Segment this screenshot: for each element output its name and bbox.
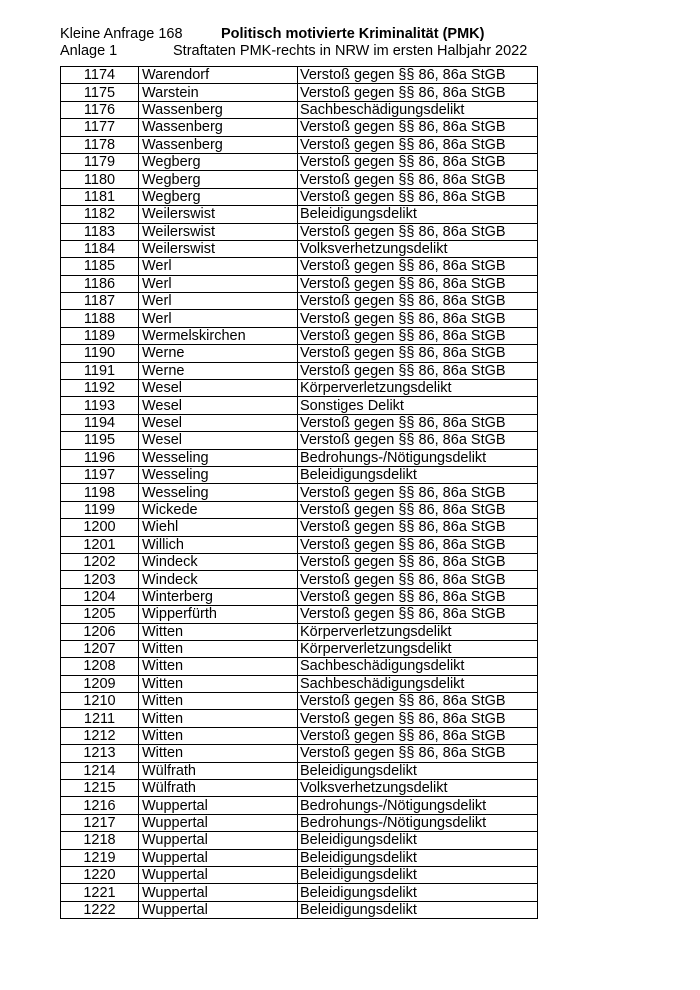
municipality-cell: Wuppertal bbox=[139, 884, 298, 901]
municipality-cell: Weilerswist bbox=[139, 206, 298, 223]
case-number-cell: 1178 bbox=[61, 136, 139, 153]
municipality-cell: Werl bbox=[139, 310, 298, 327]
municipality-cell: Wuppertal bbox=[139, 849, 298, 866]
municipality-cell: Wegberg bbox=[139, 188, 298, 205]
municipality-cell: Wesel bbox=[139, 414, 298, 431]
table-row bbox=[61, 136, 538, 153]
offense-type-cell: Verstoß gegen §§ 86, 86a StGB bbox=[298, 484, 538, 501]
municipality-cell: Witten bbox=[139, 710, 298, 727]
offense-type-cell: Bedrohungs-/Nötigungsdelikt bbox=[298, 449, 538, 466]
municipality-cell: Werne bbox=[139, 362, 298, 379]
offense-type-cell: Verstoß gegen §§ 86, 86a StGB bbox=[298, 293, 538, 310]
table-row bbox=[61, 362, 538, 379]
offense-type-cell: Bedrohungs-/Nötigungsdelikt bbox=[298, 814, 538, 831]
case-number-cell: 1201 bbox=[61, 536, 139, 553]
table-row bbox=[61, 832, 538, 849]
municipality-cell: Wesel bbox=[139, 432, 298, 449]
table-row bbox=[61, 223, 538, 240]
municipality-cell: Windeck bbox=[139, 571, 298, 588]
table-row bbox=[61, 310, 538, 327]
municipality-cell: Wuppertal bbox=[139, 866, 298, 883]
table-row bbox=[61, 762, 538, 779]
case-number-cell: 1215 bbox=[61, 780, 139, 797]
offense-type-cell: Beleidigungsdelikt bbox=[298, 832, 538, 849]
case-number-cell: 1202 bbox=[61, 553, 139, 570]
offense-type-cell: Beleidigungsdelikt bbox=[298, 466, 538, 483]
municipality-cell: Wegberg bbox=[139, 153, 298, 170]
municipality-cell: Witten bbox=[139, 727, 298, 744]
offense-type-cell: Verstoß gegen §§ 86, 86a StGB bbox=[298, 84, 538, 101]
offense-type-cell: Körperverletzungsdelikt bbox=[298, 623, 538, 640]
offense-type-cell: Beleidigungsdelikt bbox=[298, 901, 538, 918]
table-row bbox=[61, 501, 538, 518]
case-number-cell: 1222 bbox=[61, 901, 139, 918]
table-row bbox=[61, 119, 538, 136]
case-number-cell: 1203 bbox=[61, 571, 139, 588]
municipality-cell: Wesseling bbox=[139, 449, 298, 466]
table-row bbox=[61, 414, 538, 431]
offense-type-cell: Beleidigungsdelikt bbox=[298, 849, 538, 866]
case-number-cell: 1194 bbox=[61, 414, 139, 431]
municipality-cell: Wesel bbox=[139, 380, 298, 397]
municipality-cell: Wuppertal bbox=[139, 797, 298, 814]
municipality-cell: Wickede bbox=[139, 501, 298, 518]
case-number-cell: 1219 bbox=[61, 849, 139, 866]
municipality-cell: Wipperfürth bbox=[139, 606, 298, 623]
table-row bbox=[61, 519, 538, 536]
table-row bbox=[61, 588, 538, 605]
municipality-cell: Werne bbox=[139, 345, 298, 362]
case-number-cell: 1216 bbox=[61, 797, 139, 814]
document-title: Politisch motivierte Kriminalität (PMK) bbox=[221, 26, 485, 42]
municipality-cell: Werl bbox=[139, 275, 298, 292]
table-row bbox=[61, 571, 538, 588]
table-row bbox=[61, 397, 538, 414]
case-number-cell: 1214 bbox=[61, 762, 139, 779]
table-row bbox=[61, 693, 538, 710]
municipality-cell: Wuppertal bbox=[139, 901, 298, 918]
table-row bbox=[61, 345, 538, 362]
table-row bbox=[61, 710, 538, 727]
offense-type-cell: Verstoß gegen §§ 86, 86a StGB bbox=[298, 362, 538, 379]
case-number-cell: 1189 bbox=[61, 327, 139, 344]
document-subtitle: Straftaten PMK-rechts in NRW im ersten Halbjahr 2022 bbox=[173, 43, 528, 59]
table-row bbox=[61, 884, 538, 901]
case-number-cell: 1220 bbox=[61, 866, 139, 883]
offense-type-cell: Verstoß gegen §§ 86, 86a StGB bbox=[298, 119, 538, 136]
case-number-cell: 1200 bbox=[61, 519, 139, 536]
municipality-cell: Werl bbox=[139, 293, 298, 310]
table-row bbox=[61, 275, 538, 292]
offense-type-cell: Verstoß gegen §§ 86, 86a StGB bbox=[298, 327, 538, 344]
municipality-cell: Willich bbox=[139, 536, 298, 553]
municipality-cell: Witten bbox=[139, 640, 298, 657]
table-row bbox=[61, 153, 538, 170]
offense-type-cell: Volksverhetzungsdelikt bbox=[298, 780, 538, 797]
municipality-cell: Wuppertal bbox=[139, 832, 298, 849]
table-row bbox=[61, 293, 538, 310]
offense-type-cell: Beleidigungsdelikt bbox=[298, 884, 538, 901]
attachment-label: Anlage 1 bbox=[60, 43, 118, 59]
table-row bbox=[61, 67, 538, 84]
offense-type-cell: Verstoß gegen §§ 86, 86a StGB bbox=[298, 310, 538, 327]
case-number-cell: 1175 bbox=[61, 84, 139, 101]
case-number-cell: 1191 bbox=[61, 362, 139, 379]
municipality-cell: Witten bbox=[139, 745, 298, 762]
municipality-cell: Warendorf bbox=[139, 67, 298, 84]
table-row bbox=[61, 901, 538, 918]
table-row bbox=[61, 171, 538, 188]
municipality-cell: Witten bbox=[139, 658, 298, 675]
case-number-cell: 1197 bbox=[61, 466, 139, 483]
offense-type-cell: Verstoß gegen §§ 86, 86a StGB bbox=[298, 153, 538, 170]
case-number-cell: 1192 bbox=[61, 380, 139, 397]
municipality-cell: Witten bbox=[139, 693, 298, 710]
municipality-cell: Werl bbox=[139, 258, 298, 275]
offense-type-cell: Verstoß gegen §§ 86, 86a StGB bbox=[298, 67, 538, 84]
case-number-cell: 1183 bbox=[61, 223, 139, 240]
municipality-cell: Wermelskirchen bbox=[139, 327, 298, 344]
table-row bbox=[61, 780, 538, 797]
municipality-cell: Wesel bbox=[139, 397, 298, 414]
case-number-cell: 1177 bbox=[61, 119, 139, 136]
case-number-cell: 1198 bbox=[61, 484, 139, 501]
document-reference: Kleine Anfrage 168 bbox=[60, 26, 183, 42]
case-number-cell: 1209 bbox=[61, 675, 139, 692]
municipality-cell: Wiehl bbox=[139, 519, 298, 536]
offense-type-cell: Verstoß gegen §§ 86, 86a StGB bbox=[298, 553, 538, 570]
table-row bbox=[61, 658, 538, 675]
municipality-cell: Weilerswist bbox=[139, 240, 298, 257]
offense-type-cell: Verstoß gegen §§ 86, 86a StGB bbox=[298, 258, 538, 275]
offense-type-cell: Sachbeschädigungsdelikt bbox=[298, 675, 538, 692]
municipality-cell: Windeck bbox=[139, 553, 298, 570]
municipality-cell: Wülfrath bbox=[139, 780, 298, 797]
case-number-cell: 1210 bbox=[61, 693, 139, 710]
municipality-cell: Wülfrath bbox=[139, 762, 298, 779]
case-number-cell: 1196 bbox=[61, 449, 139, 466]
offense-type-cell: Verstoß gegen §§ 86, 86a StGB bbox=[298, 275, 538, 292]
case-number-cell: 1185 bbox=[61, 258, 139, 275]
offense-type-cell: Sachbeschädigungsdelikt bbox=[298, 101, 538, 118]
case-number-cell: 1199 bbox=[61, 501, 139, 518]
offense-type-cell: Verstoß gegen §§ 86, 86a StGB bbox=[298, 171, 538, 188]
offense-type-cell: Verstoß gegen §§ 86, 86a StGB bbox=[298, 727, 538, 744]
table-row bbox=[61, 188, 538, 205]
municipality-cell: Witten bbox=[139, 623, 298, 640]
offense-type-cell: Verstoß gegen §§ 86, 86a StGB bbox=[298, 519, 538, 536]
offense-type-cell: Körperverletzungsdelikt bbox=[298, 640, 538, 657]
case-number-cell: 1174 bbox=[61, 67, 139, 84]
municipality-cell: Wesseling bbox=[139, 466, 298, 483]
municipality-cell: Wassenberg bbox=[139, 119, 298, 136]
offense-type-cell: Bedrohungs-/Nötigungsdelikt bbox=[298, 797, 538, 814]
table-row bbox=[61, 745, 538, 762]
offense-type-cell: Beleidigungsdelikt bbox=[298, 866, 538, 883]
offense-type-cell: Sachbeschädigungsdelikt bbox=[298, 658, 538, 675]
table-row bbox=[61, 640, 538, 657]
case-number-cell: 1204 bbox=[61, 588, 139, 605]
case-number-cell: 1193 bbox=[61, 397, 139, 414]
page-header bbox=[60, 25, 540, 65]
offense-type-cell: Verstoß gegen §§ 86, 86a StGB bbox=[298, 432, 538, 449]
municipality-cell: Wegberg bbox=[139, 171, 298, 188]
case-number-cell: 1176 bbox=[61, 101, 139, 118]
table-row bbox=[61, 240, 538, 257]
offense-type-cell: Verstoß gegen §§ 86, 86a StGB bbox=[298, 345, 538, 362]
table-row bbox=[61, 101, 538, 118]
table-row bbox=[61, 797, 538, 814]
offense-type-cell: Verstoß gegen §§ 86, 86a StGB bbox=[298, 136, 538, 153]
municipality-cell: Wesseling bbox=[139, 484, 298, 501]
case-number-cell: 1213 bbox=[61, 745, 139, 762]
municipality-cell: Wassenberg bbox=[139, 136, 298, 153]
offense-type-cell: Verstoß gegen §§ 86, 86a StGB bbox=[298, 693, 538, 710]
case-number-cell: 1207 bbox=[61, 640, 139, 657]
offense-type-cell: Beleidigungsdelikt bbox=[298, 206, 538, 223]
offense-type-cell: Sonstiges Delikt bbox=[298, 397, 538, 414]
offense-table-body bbox=[61, 67, 538, 919]
table-row bbox=[61, 327, 538, 344]
table-row bbox=[61, 553, 538, 570]
offense-type-cell: Verstoß gegen §§ 86, 86a StGB bbox=[298, 223, 538, 240]
table-row bbox=[61, 466, 538, 483]
table-row bbox=[61, 258, 538, 275]
table-row bbox=[61, 432, 538, 449]
table-row bbox=[61, 449, 538, 466]
offense-type-cell: Verstoß gegen §§ 86, 86a StGB bbox=[298, 710, 538, 727]
table-row bbox=[61, 866, 538, 883]
offense-type-cell: Verstoß gegen §§ 86, 86a StGB bbox=[298, 606, 538, 623]
case-number-cell: 1186 bbox=[61, 275, 139, 292]
table-row bbox=[61, 536, 538, 553]
case-number-cell: 1181 bbox=[61, 188, 139, 205]
case-number-cell: 1182 bbox=[61, 206, 139, 223]
table-row bbox=[61, 484, 538, 501]
offense-type-cell: Verstoß gegen §§ 86, 86a StGB bbox=[298, 571, 538, 588]
offense-type-cell: Verstoß gegen §§ 86, 86a StGB bbox=[298, 745, 538, 762]
offense-type-cell: Verstoß gegen §§ 86, 86a StGB bbox=[298, 414, 538, 431]
case-number-cell: 1188 bbox=[61, 310, 139, 327]
offense-type-cell: Volksverhetzungsdelikt bbox=[298, 240, 538, 257]
municipality-cell: Wuppertal bbox=[139, 814, 298, 831]
case-number-cell: 1208 bbox=[61, 658, 139, 675]
municipality-cell: Wassenberg bbox=[139, 101, 298, 118]
case-number-cell: 1187 bbox=[61, 293, 139, 310]
municipality-cell: Warstein bbox=[139, 84, 298, 101]
table-row bbox=[61, 606, 538, 623]
municipality-cell: Weilerswist bbox=[139, 223, 298, 240]
case-number-cell: 1180 bbox=[61, 171, 139, 188]
case-number-cell: 1221 bbox=[61, 884, 139, 901]
case-number-cell: 1205 bbox=[61, 606, 139, 623]
municipality-cell: Winterberg bbox=[139, 588, 298, 605]
case-number-cell: 1218 bbox=[61, 832, 139, 849]
offense-table bbox=[60, 66, 538, 919]
table-row bbox=[61, 727, 538, 744]
case-number-cell: 1206 bbox=[61, 623, 139, 640]
offense-type-cell: Verstoß gegen §§ 86, 86a StGB bbox=[298, 188, 538, 205]
case-number-cell: 1195 bbox=[61, 432, 139, 449]
table-row bbox=[61, 380, 538, 397]
table-row bbox=[61, 206, 538, 223]
offense-type-cell: Verstoß gegen §§ 86, 86a StGB bbox=[298, 536, 538, 553]
case-number-cell: 1211 bbox=[61, 710, 139, 727]
table-row bbox=[61, 675, 538, 692]
table-row bbox=[61, 849, 538, 866]
case-number-cell: 1212 bbox=[61, 727, 139, 744]
case-number-cell: 1217 bbox=[61, 814, 139, 831]
table-row bbox=[61, 84, 538, 101]
offense-type-cell: Verstoß gegen §§ 86, 86a StGB bbox=[298, 588, 538, 605]
offense-type-cell: Verstoß gegen §§ 86, 86a StGB bbox=[298, 501, 538, 518]
municipality-cell: Witten bbox=[139, 675, 298, 692]
case-number-cell: 1184 bbox=[61, 240, 139, 257]
case-number-cell: 1190 bbox=[61, 345, 139, 362]
offense-type-cell: Körperverletzungsdelikt bbox=[298, 380, 538, 397]
case-number-cell: 1179 bbox=[61, 153, 139, 170]
table-row bbox=[61, 623, 538, 640]
table-row bbox=[61, 814, 538, 831]
offense-type-cell: Beleidigungsdelikt bbox=[298, 762, 538, 779]
